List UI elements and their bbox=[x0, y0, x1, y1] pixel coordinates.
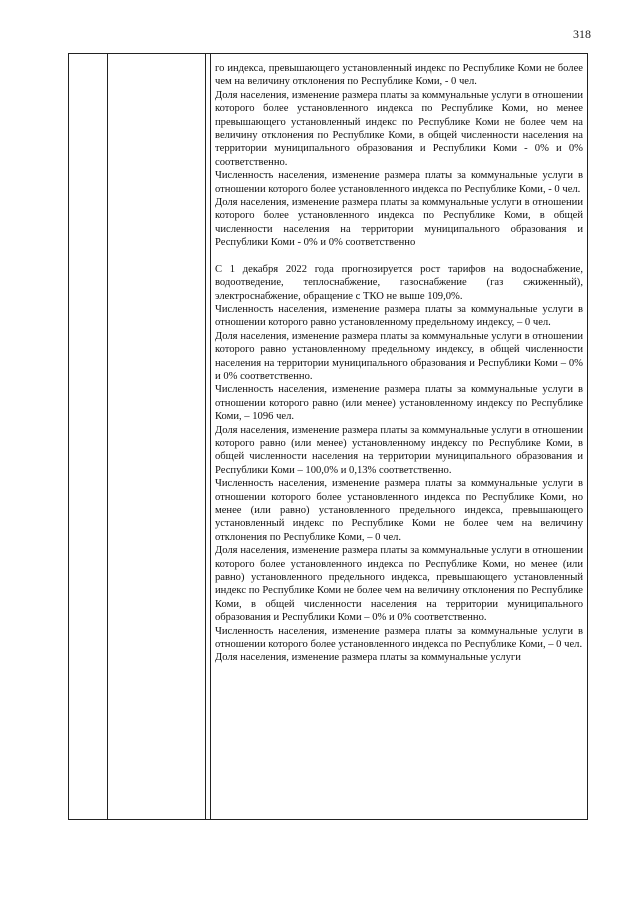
text-cell bbox=[215, 62, 583, 665]
paragraph: Численность населения, изменение размера платы за коммунальные услуги в отношении которого более установленного индекса по Республике Коми, но менее (или равно) установленного предельного индекса, превышающего установленный индекс по Республике Коми не более чем на величину отклонения по Республике Коми, – 0 чел. bbox=[215, 478, 583, 543]
column-divider bbox=[107, 54, 108, 819]
paragraph: Численность населения, изменение размера платы за коммунальные услуги в отношении которого более установленного индекса по Республике Коми, - 0 чел. bbox=[215, 170, 583, 195]
paragraph: Доля населения, изменение размера платы за коммунальные услуги в отношении которого равно (или менее) установленному индексу по Республике Коми, в общей численности населения на территории муниципального образования и Республики Коми – 100,0% и 0,13% соответственно. bbox=[215, 424, 583, 476]
page-number: 318 bbox=[573, 27, 591, 41]
paragraph: С 1 декабря 2022 года прогнозируется рост тарифов на водоснабжение, водоотведение, теплоснабжение, газоснабжение (газ сжиженный), электроснабжение, обращение с ТКО не выше 109,0%. bbox=[215, 263, 583, 302]
document-table bbox=[68, 53, 588, 820]
paragraph: Доля населения, изменение размера платы за коммунальные услуги в отношении которого более установленного индекса по Республике Коми, но менее (или равно) установленного предельного индекса, превышающего установленный индекс по Республике Коми не более чем на величину отклонения по Республике Коми, в общей численности населения на территории муниципального образования и Республики Коми – 0% и 0% соответственно. bbox=[215, 545, 583, 624]
column-divider bbox=[210, 54, 211, 819]
paragraph: Доля населения, изменение размера платы за коммунальные услуги в отношении которого равно установленному предельному индексу, в общей численности населения на территории муниципального образования и Республики Коми – 0% и 0% соответственно. bbox=[215, 330, 583, 382]
column-divider bbox=[205, 54, 206, 819]
paragraph: Доля населения, изменение размера платы за коммунальные услуги bbox=[215, 652, 521, 664]
paragraph: Численность населения, изменение размера платы за коммунальные услуги в отношении которого равно установленному предельному индексу, – 0 чел. bbox=[215, 303, 583, 329]
paragraph: Численность населения, изменение размера платы за коммунальные услуги в отношении которого более установленного индекса по Республике Коми, – 0 чел. bbox=[215, 625, 583, 651]
paragraph: Численность населения, изменение размера платы за коммунальные услуги в отношении которого равно (или менее) установленному индексу по Республике Коми, – 1096 чел. bbox=[215, 384, 583, 423]
paragraph: Доля населения, изменение размера платы за коммунальные услуги в отношении которого более установленного индекса по Республике Коми, в общей численности населения на территории муниципального образования и Республики Коми - 0% и 0% соответственно bbox=[215, 197, 583, 249]
paragraph: го индекса, превышающего установленный индекс по Республике Коми не более чем на величину отклонения по Республике Коми, - 0 чел. bbox=[215, 63, 583, 88]
paragraph: Доля населения, изменение размера платы за коммунальные услуги в отношении которого более установленного индекса по Республике Коми, но менее превышающего установленный индекс по Республике Коми не более чем на величину отклонения по Республике Коми, в общей численности населения на территории муниципального образования и Республики Коми - 0% и 0% соответственно. bbox=[215, 89, 583, 168]
